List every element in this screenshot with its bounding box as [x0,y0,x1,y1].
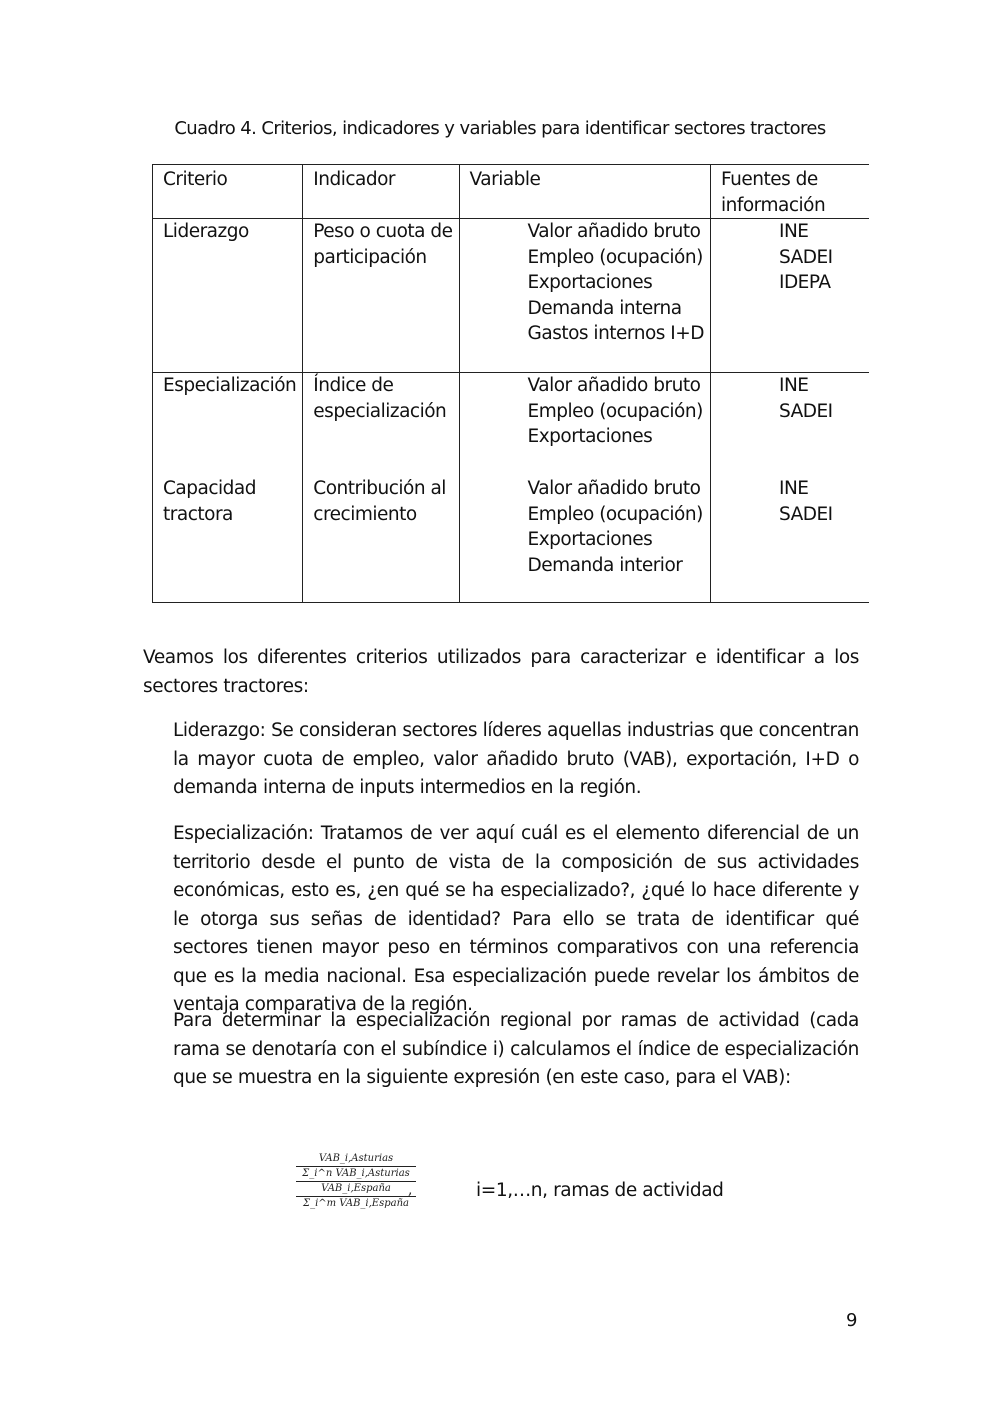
formula-denominator-top: VAB_i,España [296,1181,416,1196]
table-caption: Cuadro 4. Criterios, indicadores y variables para identificar sectores tractores [174,118,826,139]
cell-indicador: Contribución al crecimiento [303,476,459,603]
cell-variables: Valor añadido bruto Empleo (ocupación) Exportaciones Demanda interna Gastos internos I+D [459,219,710,373]
table-row [153,476,870,603]
method-paragraph: Para determinar la especialización regional por ramas de actividad (cada rama se denotaría con el subíndice i) calculamos el índice de especialización que se muestra en la siguiente expresión (en este caso, para el VAB): [173,1010,859,1088]
header-variable: Variable [459,165,710,219]
especializacion-paragraph: Especialización: Tratamos de ver aquí cuál es el elemento diferencial de un territorio desde el punto de vista de la composición de sus actividades económicas, esto es, ¿en qué se ha especializado?, ¿qué lo hace diferente y le otorga sus señas de identidad? Para ello se trata de identificar qué sectores tienen mayor peso en términos comparativos con una referencia que es la media nacional. Esa especialización puede revelar los ámbitos de ventaja comparativa de la región. [173,823,859,1015]
header-indicador: Indicador [303,165,459,219]
cell-criterio: Especialización [153,373,303,477]
table-header-row [153,165,870,219]
formula-denominator-bottom: Σ_i^m VAB_i,España [296,1196,416,1211]
header-fuentes: Fuentes de información [710,165,869,219]
cell-fuentes: INE SADEI IDEPA [710,219,869,373]
cell-variables: Valor añadido bruto Empleo (ocupación) Exportaciones Demanda interior [459,476,710,603]
specialization-index-formula [296,1152,416,1211]
cell-criterio: Liderazgo [153,219,303,373]
header-criterio: Criterio [153,165,303,219]
formula-note: i=1,…n, ramas de actividad [476,1180,724,1201]
cell-indicador: Índice de especialización [303,373,459,477]
intro-paragraph: Veamos los diferentes criterios utilizados para caracterizar e identificar a los sectores tractores: [143,647,859,697]
table-row [153,373,870,477]
criteria-table [152,164,869,603]
liderazgo-paragraph: Liderazgo: Se consideran sectores líderes aquellas industrias que concentran la mayor cuota de empleo, valor añadido bruto (VAB), exportación, I+D o demanda interna de inputs intermedios en la región. [173,720,859,798]
formula-separator: , [408,1182,413,1198]
page-number: 9 [846,1310,858,1331]
cell-variables: Valor añadido bruto Empleo (ocupación) Exportaciones [459,373,710,477]
cell-fuentes: INE SADEI [710,373,869,477]
cell-criterio: Capacidad tractora [153,476,303,603]
table-row [153,219,870,373]
cell-fuentes: INE SADEI [710,476,869,603]
cell-indicador: Peso o cuota de participación [303,219,459,373]
formula-numerator-top: VAB_i,Asturias [318,1153,394,1164]
formula-numerator-bottom: Σ_i^n VAB_i,Asturias [296,1166,416,1181]
